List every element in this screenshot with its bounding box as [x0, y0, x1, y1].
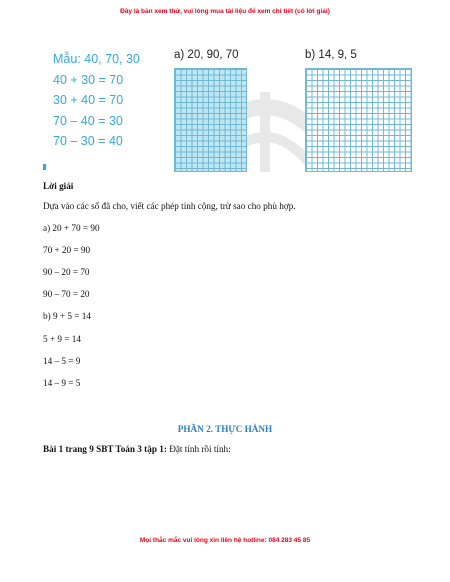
exercise-1-prompt	[43, 444, 231, 454]
solution-line: 14 – 9 = 5	[43, 377, 81, 388]
sample-line: 70 – 30 = 40	[53, 134, 123, 148]
solution-line: 90 – 70 = 20	[43, 289, 90, 300]
part-b-label: b) 14, 9, 5	[305, 49, 357, 61]
solution-line: 70 + 20 = 90	[43, 245, 91, 256]
sample-equations	[53, 49, 140, 152]
sample-line: 70 – 40 = 30	[53, 113, 123, 128]
image-edge-mark	[43, 164, 46, 170]
solution-line: Dựa vào các số đã cho, viết các phép tính cộng, trừ sao cho phù hợp.	[43, 201, 296, 211]
exercise-image	[43, 44, 416, 172]
hotline-banner: Mọi thắc mắc vui lòng xin liên hệ hotline: 084 283 45 85	[139, 537, 311, 544]
part-b-grid	[305, 68, 412, 172]
solution-section	[43, 178, 413, 394]
solution-line: 90 – 20 = 70	[43, 267, 90, 278]
sample-line: 30 + 40 = 70	[53, 93, 124, 107]
exercise-1-text: Đặt tính rồi tính:	[166, 444, 231, 454]
section-title: PHẦN 2. THỰC HÀNH	[177, 424, 273, 434]
solution-heading: Lời giải	[43, 181, 74, 191]
exercise-1-label: Bài 1 trang 9 SBT Toán 3 tập 1:	[43, 444, 167, 454]
solution-line: 14 – 5 = 9	[43, 355, 81, 366]
solution-line: 5 + 9 = 14	[43, 333, 81, 344]
sample-line: 40 + 30 = 70	[53, 72, 124, 87]
part-a-label: a) 20, 90, 70	[174, 49, 239, 61]
sample-line: Mẫu: 40, 70, 30	[53, 52, 140, 66]
solution-line: b) 9 + 5 = 14	[43, 311, 91, 322]
solution-line: a) 20 + 70 = 90	[43, 223, 100, 234]
part-a-grid	[174, 68, 247, 172]
preview-notice-banner: Đây là bản xem thử, vui lòng mua tài liệu để xem chi tiết (có lời giải)	[120, 8, 330, 15]
